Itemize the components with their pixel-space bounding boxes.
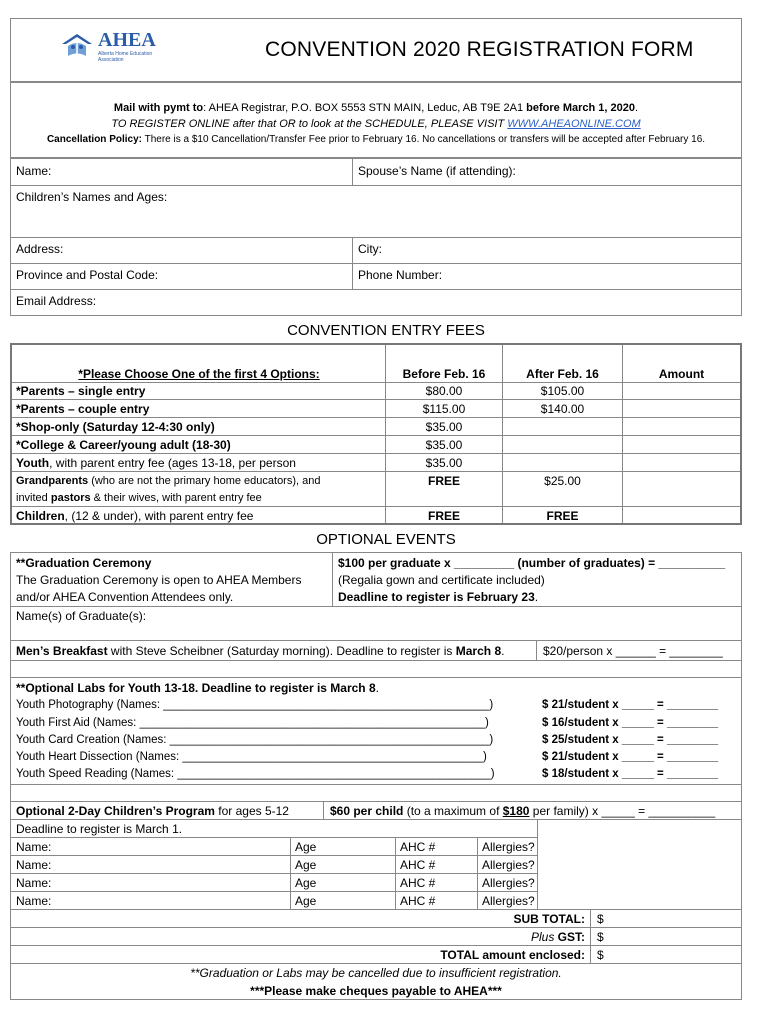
online-line	[10, 117, 742, 131]
kids-deadline: Deadline to register is March 1.	[16, 822, 183, 836]
mail-end: .	[635, 102, 639, 114]
breakfast-price[interactable]: $20/person x ______ = ________	[543, 644, 723, 658]
kid-name-field[interactable]: Name:	[16, 858, 52, 872]
fee-row-label	[16, 509, 253, 523]
total-field[interactable]: $	[597, 948, 604, 962]
kid-allergies-field[interactable]: Allergies?	[482, 840, 535, 854]
fee-row-after: $140.00	[540, 402, 585, 416]
fee-row-pre: invited	[16, 492, 51, 504]
labs-title-end: .	[375, 681, 379, 695]
grad-deadline-end: .	[534, 590, 539, 604]
logo-name: AHEA	[98, 29, 156, 51]
online-link[interactable]: WWW.AHEAONLINE.COM	[507, 118, 641, 130]
fee-row-label: *Parents – single entry	[16, 384, 146, 398]
kids-price-end: per family) x _____ = __________	[529, 804, 716, 818]
fee-row-after: FREE	[546, 509, 579, 523]
kids-price-line[interactable]	[330, 804, 715, 818]
kid-ahc-field[interactable]: AHC #	[400, 840, 436, 854]
city-field[interactable]: City:	[358, 242, 382, 256]
subtotal-label: SUB TOTAL:	[513, 912, 585, 926]
kids-program-text: for ages 5-12	[214, 804, 289, 818]
fee-row-label	[16, 474, 320, 488]
kid-age-field[interactable]: Age	[295, 858, 317, 872]
fee-row-before: $35.00	[425, 420, 463, 434]
fee-row-label: *Shop-only (Saturday 12-4:30 only)	[16, 420, 215, 434]
lab-name[interactable]: Youth Heart Dissection (Names: _______________________________________________)	[16, 751, 487, 763]
gst-text: GST:	[554, 930, 585, 944]
grad-deadline-bold: Deadline to register is February 23	[338, 590, 535, 604]
gst-label	[380, 930, 585, 944]
kid-age-field[interactable]: Age	[295, 894, 317, 908]
phone-field[interactable]: Phone Number:	[358, 268, 443, 282]
kid-name-field[interactable]: Name:	[16, 876, 52, 890]
lab-price[interactable]: $ 21/student x _____ = ________	[542, 751, 719, 763]
kid-allergies-field[interactable]: Allergies?	[482, 876, 535, 890]
online-text: TO REGISTER ONLINE after that OR to look at the SCHEDULE, PLEASE VISIT	[111, 118, 508, 130]
fees-col-after: After Feb. 16	[526, 367, 599, 381]
fee-row-rest: , with parent entry fee (ages 13-18, per person	[49, 456, 296, 470]
lab-name[interactable]: Youth Speed Reading (Names: _________________________________________________)	[16, 768, 495, 780]
lab-name[interactable]: Youth Photography (Names: ___________________________________________________)	[16, 699, 494, 711]
kid-name-field[interactable]: Name:	[16, 840, 52, 854]
fees-col-amount: Amount	[658, 367, 705, 381]
breakfast-date: March 8	[455, 644, 502, 658]
fee-row-rest: & their wives, with parent entry fee	[90, 492, 262, 504]
mail-line	[10, 101, 742, 115]
kid-allergies-field[interactable]: Allergies?	[482, 858, 535, 872]
fee-row-before: $80.00	[425, 384, 463, 398]
fee-row-before: $35.00	[425, 456, 463, 470]
form-title: CONVENTION 2020 REGISTRATION FORM	[265, 38, 694, 61]
fee-row-bold: Children	[16, 509, 65, 523]
logo-tagline: Alberta Home Education Association	[98, 51, 153, 63]
fee-row-after: $105.00	[540, 384, 585, 398]
kid-ahc-field[interactable]: AHC #	[400, 858, 436, 872]
spouse-field[interactable]: Spouse’s Name (if attending):	[358, 164, 516, 178]
ahea-logo	[60, 28, 180, 64]
breakfast-text: with Steve Scheibner (Saturday morning). Deadline to register is	[107, 644, 456, 658]
breakfast-line	[16, 644, 504, 658]
subtotal-field[interactable]: $	[597, 912, 604, 926]
fee-row-label: *Parents – couple entry	[16, 402, 150, 416]
fee-row-bold: Youth	[16, 456, 50, 470]
cancel-text: There is a $10 Cancellation/Transfer Fee prior to February 16. No cancellations or transfers will be accepted after February 16.	[141, 134, 706, 145]
lab-price[interactable]: $ 25/student x _____ = ________	[542, 734, 719, 746]
gst-plus: Plus	[530, 930, 555, 944]
fee-row-after: $25.00	[544, 474, 581, 488]
cancel-line	[10, 133, 742, 147]
kids-price-bold: $60 per child	[330, 804, 404, 818]
lab-name[interactable]: Youth First Aid (Names: ______________________________________________________)	[16, 717, 489, 729]
kids-program-line	[16, 804, 289, 818]
fee-row-before: $115.00	[422, 402, 466, 416]
kid-age-field[interactable]: Age	[295, 876, 317, 890]
kid-ahc-field[interactable]: AHC #	[400, 876, 436, 890]
kid-allergies-field[interactable]: Allergies?	[482, 894, 535, 908]
kids-price-text: (to a maximum of	[403, 804, 503, 818]
footer-note: **Graduation or Labs may be cancelled due to insufficient registration.	[190, 966, 562, 980]
fee-row-before: FREE	[427, 509, 460, 523]
kid-ahc-field[interactable]: AHC #	[400, 894, 436, 908]
email-field[interactable]: Email Address:	[16, 294, 97, 308]
fee-row-label: *College & Career/young adult (18-30)	[16, 438, 231, 452]
lab-name[interactable]: Youth Card Creation (Names: __________________________________________________)	[16, 734, 494, 746]
optional-title: OPTIONAL EVENTS	[316, 531, 456, 548]
fee-row-bold: Grandparents	[16, 475, 89, 487]
fees-title: CONVENTION ENTRY FEES	[287, 322, 485, 339]
labs-title	[16, 681, 379, 695]
mail-deadline: before March 1, 2020	[526, 102, 636, 114]
breakfast-end: .	[501, 644, 505, 658]
fee-row-before: FREE	[427, 474, 460, 488]
grad-regalia: (Regalia gown and certificate included)	[338, 573, 545, 587]
fees-col-option: *Please Choose One of the first 4 Options:	[78, 367, 320, 381]
kid-age-field[interactable]: Age	[295, 840, 317, 854]
logo-mark-icon	[60, 30, 94, 60]
kids-price-max: $180	[502, 804, 530, 818]
gst-field[interactable]: $	[597, 930, 604, 944]
grad-line2: and/or AHEA Convention Attendees only.	[16, 590, 234, 604]
lab-price[interactable]: $ 18/student x _____ = ________	[542, 768, 719, 780]
grad-price[interactable]: $100 per graduate x _________ (number of graduates) = __________	[338, 556, 726, 570]
mail-label: Mail with pymt to	[113, 102, 204, 114]
kids-program-bold: Optional 2-Day Children’s Program	[16, 804, 215, 818]
fee-row-bold: pastors	[50, 492, 91, 504]
name-field[interactable]: Name:	[16, 164, 52, 178]
address-field[interactable]: Address:	[16, 242, 64, 256]
grad-deadline	[338, 590, 538, 604]
total-label: TOTAL amount enclosed:	[440, 948, 585, 962]
lab-price[interactable]: $ 16/student x _____ = ________	[542, 717, 719, 729]
grad-title: **Graduation Ceremony	[16, 556, 152, 570]
fee-row-rest: (who are not the primary home educators), and	[88, 475, 321, 487]
mail-address: : AHEA Registrar, P.O. BOX 5553 STN MAIN, Leduc, AB T9E 2A1	[203, 102, 527, 114]
grad-line1: The Graduation Ceremony is open to AHEA Members	[16, 573, 302, 587]
fees-col-before: Before Feb. 16	[402, 367, 486, 381]
breakfast-bold: Men’s Breakfast	[16, 644, 108, 658]
kid-name-field[interactable]: Name:	[16, 894, 52, 908]
fee-row-before: $35.00	[425, 438, 463, 452]
lab-price[interactable]: $ 21/student x _____ = ________	[542, 699, 719, 711]
footer-cheques: ***Please make cheques payable to AHEA***	[250, 984, 502, 998]
fee-row-label	[16, 456, 296, 470]
fee-row-rest: , (12 & under), with parent entry fee	[64, 509, 254, 523]
grad-names-field[interactable]: Name(s) of Graduate(s):	[16, 609, 147, 623]
labs-title-text: **Optional Labs for Youth 13-18. Deadline to register is March 8	[16, 681, 376, 695]
children-field[interactable]: Children’s Names and Ages:	[16, 190, 168, 204]
province-field[interactable]: Province and Postal Code:	[16, 268, 159, 282]
cancel-label: Cancellation Policy:	[46, 134, 142, 145]
fee-row-label	[16, 491, 262, 505]
